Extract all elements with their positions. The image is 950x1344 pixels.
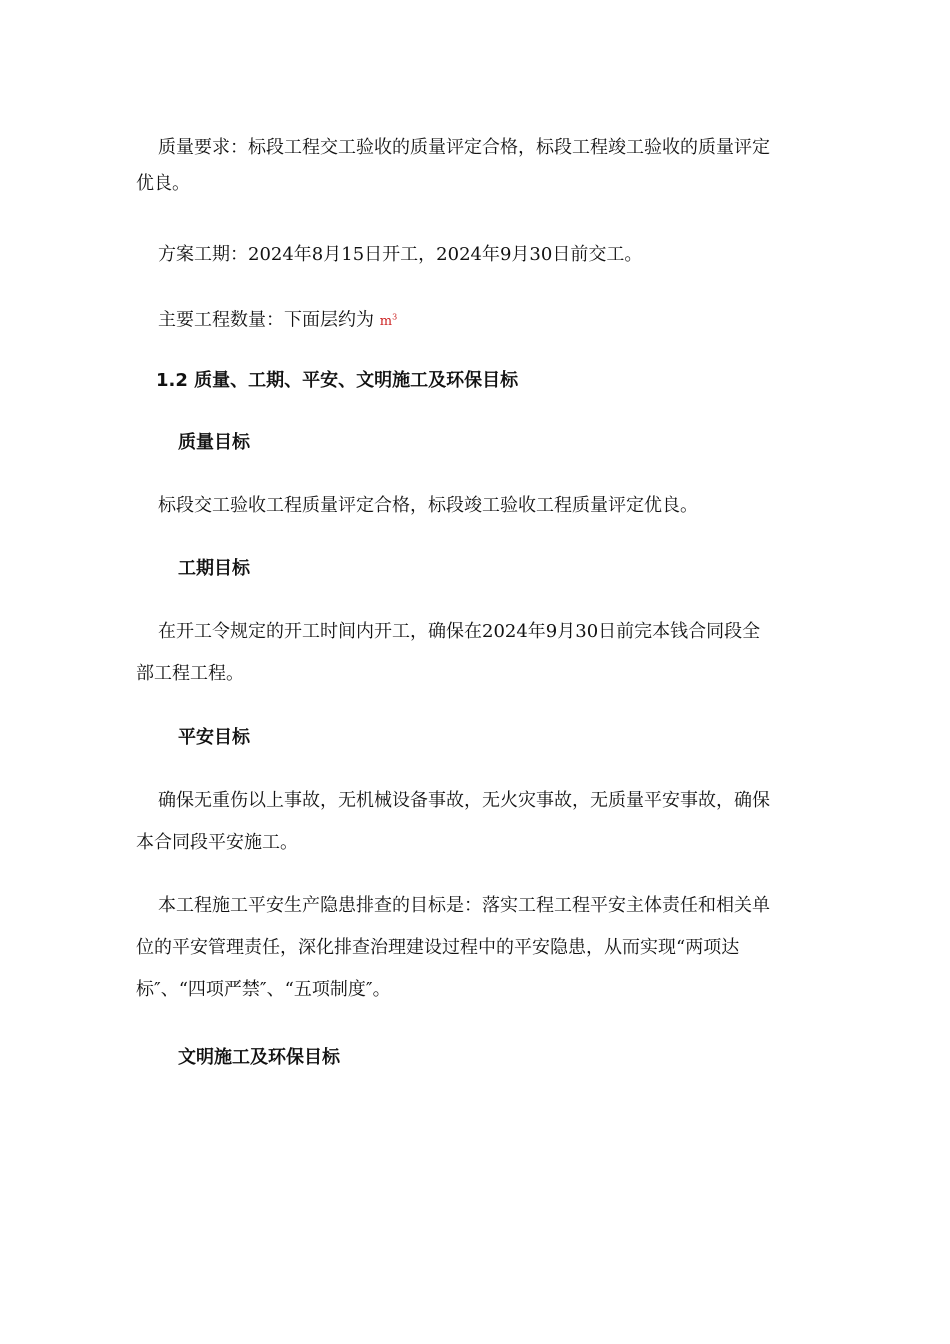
hazard-paragraph-cont-1 <box>136 930 816 966</box>
quantity-text: 主要工程数量：下面层约为 <box>158 309 374 331</box>
quality-requirement-line-2: 优良。 <box>136 173 190 194</box>
hazard-line-2: 位的平安管理责任，深化排查治理建设过程中的平安隐患，从而实现“两项达 <box>136 937 740 958</box>
schedule-goal-line-1: 在开工令规定的开工时间内开工，确保在2024年9月30日前完本钱合同段全 <box>158 621 761 642</box>
quality-goal-text: 标段交工验收工程质量评定合格，标段竣工验收工程质量评定优良。 <box>158 495 698 516</box>
section-heading-1-2: 1.2 质量、工期、平安、文明施工及环保目标 <box>156 370 519 391</box>
hazard-line-3: 标″、“四项严禁″、“五项制度″。 <box>136 979 391 1000</box>
heading-schedule-goal: 工期目标 <box>178 558 250 579</box>
quantity-unit: $m^3$ <box>379 313 398 330</box>
hazard-line-1: 本工程施工平安生产隐患排查的目标是：落实工程工程平安主体责任和相关单 <box>158 895 770 916</box>
heading-civil-env-goal: 文明施工及环保目标 <box>178 1047 340 1068</box>
schedule-goal-paragraph <box>136 614 816 650</box>
quality-requirement-paragraph <box>136 130 816 166</box>
quantity-paragraph <box>136 300 816 340</box>
quality-goal-paragraph <box>136 488 816 524</box>
quality-requirement-paragraph-cont <box>136 166 816 202</box>
schedule-goal-paragraph-cont <box>136 656 816 692</box>
heading-safety-goal: 平安目标 <box>178 727 250 748</box>
safety-goal-line-1: 确保无重伤以上事故，无机械设备事故，无火灾事故，无质量平安事故，确保 <box>158 790 770 811</box>
schedule-text: 方案工期：2024年8月15日开工，2024年9月30日前交工。 <box>158 244 643 265</box>
safety-goal-line-2: 本合同段平安施工。 <box>136 832 298 853</box>
heading-quality-goal: 质量目标 <box>178 432 250 453</box>
safety-goal-paragraph-cont <box>136 825 816 861</box>
schedule-paragraph <box>136 237 816 273</box>
hazard-paragraph <box>136 888 816 924</box>
quality-requirement-line-1: 质量要求：标段工程交工验收的质量评定合格，标段工程竣工验收的质量评定 <box>158 137 770 158</box>
hazard-paragraph-cont-2 <box>136 972 816 1008</box>
safety-goal-paragraph <box>136 783 816 819</box>
schedule-goal-line-2: 部工程工程。 <box>136 663 244 684</box>
